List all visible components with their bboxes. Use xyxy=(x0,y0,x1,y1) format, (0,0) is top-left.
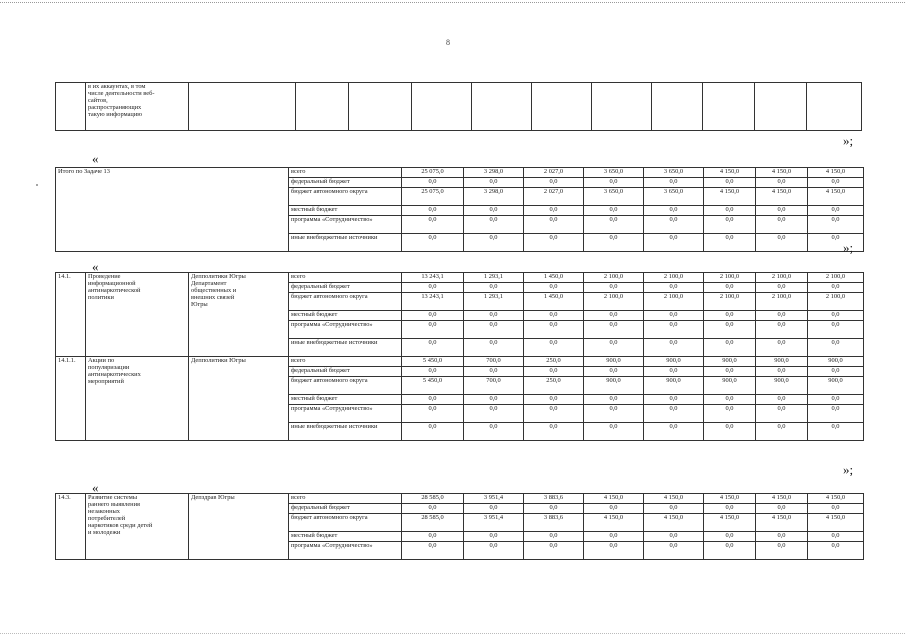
amount-cell: 4 150,0 xyxy=(808,494,864,504)
amount-cell: 0,0 xyxy=(524,283,584,293)
amount-cell: 2 100,0 xyxy=(756,273,808,283)
amount-cell: 4 150,0 xyxy=(808,514,864,532)
amount-cell: 0,0 xyxy=(808,178,864,188)
measure-name xyxy=(86,494,189,560)
amount-cell: 0,0 xyxy=(402,283,464,293)
text-line: Департамент xyxy=(191,280,227,287)
funding-source-label: программа «Сотрудничество» xyxy=(289,542,402,560)
amount-cell: 3 298,0 xyxy=(464,188,524,206)
amount-cell: 4 150,0 xyxy=(644,514,704,532)
amount-cell: 0,0 xyxy=(464,423,524,441)
table-row xyxy=(56,168,864,178)
amount-cell: 0,0 xyxy=(704,367,756,377)
amount-cell: 0,0 xyxy=(584,423,644,441)
amount-cell: 700,0 xyxy=(464,377,524,395)
amount-cell: 0,0 xyxy=(524,542,584,560)
amount-cell: 0,0 xyxy=(402,542,464,560)
amount-cell: 28 585,0 xyxy=(402,514,464,532)
amount-cell: 0,0 xyxy=(808,321,864,339)
amount-cell: 0,0 xyxy=(524,395,584,405)
amount-cell: 0,0 xyxy=(464,395,524,405)
executor: Депздрав Югры xyxy=(189,494,289,560)
amount-cell: 0,0 xyxy=(402,339,464,357)
open-quote: « xyxy=(92,480,99,495)
amount-cell: 0,0 xyxy=(402,532,464,542)
text-line: антинаркотической xyxy=(88,287,141,294)
close-quote: »; xyxy=(843,462,854,477)
amount-cell: 1 293,1 xyxy=(464,273,524,283)
amount-cell: 3 951,4 xyxy=(464,514,524,532)
text-line: общественных и xyxy=(191,287,237,294)
amount-cell: 0,0 xyxy=(584,178,644,188)
amount-cell: 0,0 xyxy=(402,216,464,234)
amount-cell: 0,0 xyxy=(524,234,584,252)
amount-cell: 0,0 xyxy=(644,206,704,216)
amount-cell: 2 027,0 xyxy=(524,188,584,206)
amount-cell: 0,0 xyxy=(644,178,704,188)
funding-source-label: программа «Сотрудничество» xyxy=(289,216,402,234)
amount-cell: 0,0 xyxy=(464,532,524,542)
amount-cell: 0,0 xyxy=(524,216,584,234)
text-line: в их аккаунтах, в том xyxy=(88,83,146,90)
amount-cell: 0,0 xyxy=(756,311,808,321)
amount-cell: 0,0 xyxy=(584,542,644,560)
amount-cell: 0,0 xyxy=(644,395,704,405)
amount-cell: 4 150,0 xyxy=(704,494,756,504)
amount-cell: 0,0 xyxy=(808,532,864,542)
open-quote: « xyxy=(92,151,99,166)
amount-cell: 0,0 xyxy=(756,504,808,514)
amount-cell: 0,0 xyxy=(756,216,808,234)
amount-cell: 3 650,0 xyxy=(644,188,704,206)
amount-cell: 0,0 xyxy=(756,395,808,405)
amount-cell: 250,0 xyxy=(524,357,584,367)
text-line: Акции по xyxy=(88,357,115,364)
funding-source-label: программа «Сотрудничество» xyxy=(289,405,402,423)
amount-cell: 0,0 xyxy=(644,234,704,252)
amount-cell: 0,0 xyxy=(756,532,808,542)
amount-cell: 0,0 xyxy=(402,311,464,321)
funding-source-label: местный бюджет xyxy=(289,395,402,405)
amount-cell: 0,0 xyxy=(584,405,644,423)
amount-cell: 0,0 xyxy=(704,542,756,560)
amount-cell: 0,0 xyxy=(584,234,644,252)
scan-edge-top xyxy=(0,2,905,3)
amount-cell: 0,0 xyxy=(464,234,524,252)
amount-cell: 0,0 xyxy=(464,504,524,514)
amount-cell: 2 100,0 xyxy=(704,273,756,283)
amount-cell: 0,0 xyxy=(584,206,644,216)
amount-cell: 0,0 xyxy=(464,405,524,423)
amount-cell: 900,0 xyxy=(644,377,704,395)
amount-cell: 2 100,0 xyxy=(644,273,704,283)
amount-cell: 0,0 xyxy=(756,206,808,216)
cell xyxy=(296,83,349,131)
amount-cell: 3 650,0 xyxy=(584,188,644,206)
amount-cell: 4 150,0 xyxy=(756,514,808,532)
amount-cell: 0,0 xyxy=(402,321,464,339)
funding-source-label: федеральный бюджет xyxy=(289,504,402,514)
amount-cell: 4 150,0 xyxy=(704,188,756,206)
cell xyxy=(189,83,296,131)
amount-cell: 0,0 xyxy=(644,283,704,293)
amount-cell: 0,0 xyxy=(464,321,524,339)
amount-cell: 5 450,0 xyxy=(402,377,464,395)
amount-cell: 0,0 xyxy=(808,339,864,357)
amount-cell: 0,0 xyxy=(584,532,644,542)
executor: Депполитики Югры xyxy=(189,357,289,441)
amount-cell: 0,0 xyxy=(464,367,524,377)
measure-14-3-table xyxy=(55,493,864,560)
amount-cell: 4 150,0 xyxy=(808,168,864,178)
amount-cell: 0,0 xyxy=(644,339,704,357)
amount-cell: 900,0 xyxy=(808,357,864,367)
text-line: потребителей xyxy=(88,515,126,522)
amount-cell: 2 100,0 xyxy=(584,273,644,283)
amount-cell: 0,0 xyxy=(464,283,524,293)
text-line: политики xyxy=(88,294,114,301)
close-quote: »; xyxy=(843,240,854,255)
amount-cell: 25 075,0 xyxy=(402,188,464,206)
amount-cell: 13 243,1 xyxy=(402,273,464,283)
amount-cell: 0,0 xyxy=(464,178,524,188)
amount-cell: 25 075,0 xyxy=(402,168,464,178)
amount-cell: 0,0 xyxy=(808,311,864,321)
amount-cell: 4 150,0 xyxy=(704,168,756,178)
amount-cell: 4 150,0 xyxy=(756,188,808,206)
funding-source-label: иные внебюджетные источники xyxy=(289,339,402,357)
amount-cell: 0,0 xyxy=(584,216,644,234)
amount-cell: 0,0 xyxy=(584,367,644,377)
funding-source-label: программа «Сотрудничество» xyxy=(289,321,402,339)
amount-cell: 0,0 xyxy=(808,395,864,405)
funding-source-label: всего xyxy=(289,273,402,283)
funding-source-label: бюджет автономного округа xyxy=(289,293,402,311)
amount-cell: 0,0 xyxy=(464,216,524,234)
amount-cell: 4 150,0 xyxy=(756,168,808,178)
amount-cell: 0,0 xyxy=(402,367,464,377)
amount-cell: 3 650,0 xyxy=(644,168,704,178)
amount-cell: 0,0 xyxy=(524,532,584,542)
amount-cell: 0,0 xyxy=(402,178,464,188)
amount-cell: 0,0 xyxy=(704,339,756,357)
funding-source-label: федеральный бюджет xyxy=(289,367,402,377)
amount-cell: 0,0 xyxy=(584,311,644,321)
amount-cell: 0,0 xyxy=(644,504,704,514)
amount-cell: 0,0 xyxy=(704,283,756,293)
amount-cell: 0,0 xyxy=(704,395,756,405)
amount-cell: 0,0 xyxy=(402,423,464,441)
amount-cell: 1 450,0 xyxy=(524,273,584,283)
amount-cell: 0,0 xyxy=(402,405,464,423)
funding-source-label: федеральный бюджет xyxy=(289,283,402,293)
amount-cell: 900,0 xyxy=(644,357,704,367)
amount-cell: 2 100,0 xyxy=(808,293,864,311)
amount-cell: 3 298,0 xyxy=(464,168,524,178)
fragment-table xyxy=(55,82,862,131)
amount-cell: 1 293,1 xyxy=(464,293,524,311)
cell xyxy=(56,83,86,131)
scan-speck xyxy=(36,184,38,186)
amount-cell: 0,0 xyxy=(644,311,704,321)
measure-name xyxy=(86,273,189,357)
funding-source-label: местный бюджет xyxy=(289,532,402,542)
amount-cell: 0,0 xyxy=(808,206,864,216)
funding-source-label: всего xyxy=(289,357,402,367)
amount-cell: 0,0 xyxy=(756,423,808,441)
funding-source-label: иные внебюджетные источники xyxy=(289,423,402,441)
amount-cell: 0,0 xyxy=(524,311,584,321)
text-line: такую информацию xyxy=(88,111,143,118)
amount-cell: 0,0 xyxy=(524,504,584,514)
amount-cell: 4 150,0 xyxy=(644,494,704,504)
cell xyxy=(807,83,862,131)
text-line: Депполитики Югры xyxy=(191,273,246,280)
task13-totals-table xyxy=(55,167,864,252)
amount-cell: 250,0 xyxy=(524,377,584,395)
amount-cell: 0,0 xyxy=(756,339,808,357)
text-line: числе деятельности веб- xyxy=(88,90,155,97)
funding-source-label: всего xyxy=(289,168,402,178)
amount-cell: 0,0 xyxy=(644,321,704,339)
amount-cell: 0,0 xyxy=(584,395,644,405)
text-line: раннего выявления xyxy=(88,501,140,508)
amount-cell: 0,0 xyxy=(402,206,464,216)
text-line: и молодежи xyxy=(88,529,121,536)
amount-cell: 900,0 xyxy=(756,377,808,395)
amount-cell: 0,0 xyxy=(524,321,584,339)
amount-cell: 0,0 xyxy=(524,178,584,188)
cell xyxy=(755,83,807,131)
amount-cell: 2 100,0 xyxy=(808,273,864,283)
amount-cell: 0,0 xyxy=(756,283,808,293)
close-quote: »; xyxy=(843,133,854,148)
amount-cell: 0,0 xyxy=(402,504,464,514)
open-quote: « xyxy=(92,259,99,274)
amount-cell: 1 450,0 xyxy=(524,293,584,311)
funding-source-label: федеральный бюджет xyxy=(289,178,402,188)
amount-cell: 0,0 xyxy=(808,542,864,560)
amount-cell: 0,0 xyxy=(808,234,864,252)
text-line: популяризации xyxy=(88,364,130,371)
text-line: Югры xyxy=(191,301,208,308)
amount-cell: 0,0 xyxy=(808,216,864,234)
funding-source-label: бюджет автономного округа xyxy=(289,188,402,206)
amount-cell: 0,0 xyxy=(464,206,524,216)
amount-cell: 4 150,0 xyxy=(808,188,864,206)
measure-14-1-table xyxy=(55,272,864,441)
amount-cell: 0,0 xyxy=(756,234,808,252)
text-line: антинаркотических xyxy=(88,371,141,378)
amount-cell: 0,0 xyxy=(644,367,704,377)
amount-cell: 0,0 xyxy=(756,321,808,339)
text-line: сайтов, xyxy=(88,97,108,104)
amount-cell: 0,0 xyxy=(704,405,756,423)
amount-cell: 900,0 xyxy=(756,357,808,367)
text-line: наркотиков среди детей xyxy=(88,522,153,529)
task-total-title: Итого по Задаче 13 xyxy=(56,168,289,252)
amount-cell: 0,0 xyxy=(704,234,756,252)
amount-cell: 2 027,0 xyxy=(524,168,584,178)
amount-cell: 0,0 xyxy=(464,542,524,560)
amount-cell: 0,0 xyxy=(808,283,864,293)
amount-cell: 0,0 xyxy=(704,206,756,216)
amount-cell: 3 883,6 xyxy=(524,514,584,532)
amount-cell: 0,0 xyxy=(704,311,756,321)
measure-number: 14.1. xyxy=(56,273,86,357)
table-row xyxy=(56,357,864,367)
text-line: распространяющих xyxy=(88,104,142,111)
amount-cell: 2 100,0 xyxy=(704,293,756,311)
scan-edge-bottom xyxy=(0,633,905,634)
amount-cell: 0,0 xyxy=(644,405,704,423)
amount-cell: 28 585,0 xyxy=(402,494,464,504)
measure-number: 14.3. xyxy=(56,494,86,560)
amount-cell: 0,0 xyxy=(524,423,584,441)
text-line: внешних связей xyxy=(191,294,235,301)
table-row xyxy=(56,273,864,283)
page-number: 8 xyxy=(446,38,450,47)
amount-cell: 5 450,0 xyxy=(402,357,464,367)
amount-cell: 0,0 xyxy=(756,178,808,188)
text-line: информационной xyxy=(88,280,136,287)
amount-cell: 0,0 xyxy=(644,423,704,441)
funding-source-label: бюджет автономного округа xyxy=(289,377,402,395)
amount-cell: 3 883,6 xyxy=(524,494,584,504)
amount-cell: 2 100,0 xyxy=(644,293,704,311)
amount-cell: 0,0 xyxy=(402,234,464,252)
text-line: Развитие системы xyxy=(88,494,138,501)
amount-cell: 4 150,0 xyxy=(584,514,644,532)
amount-cell: 0,0 xyxy=(704,532,756,542)
cell xyxy=(652,83,703,131)
funding-source-label: бюджет автономного округа xyxy=(289,514,402,532)
amount-cell: 0,0 xyxy=(584,339,644,357)
amount-cell: 0,0 xyxy=(704,216,756,234)
text-line: незаконных xyxy=(88,508,120,515)
text-line: мероприятий xyxy=(88,378,124,385)
amount-cell: 0,0 xyxy=(756,542,808,560)
cell xyxy=(532,83,592,131)
amount-cell: 13 243,1 xyxy=(402,293,464,311)
cell xyxy=(349,83,412,131)
amount-cell: 0,0 xyxy=(584,504,644,514)
cell xyxy=(412,83,472,131)
funding-source-label: всего xyxy=(289,494,402,504)
amount-cell: 900,0 xyxy=(704,377,756,395)
amount-cell: 0,0 xyxy=(524,405,584,423)
amount-cell: 0,0 xyxy=(464,339,524,357)
amount-cell: 0,0 xyxy=(524,367,584,377)
amount-cell: 700,0 xyxy=(464,357,524,367)
amount-cell: 0,0 xyxy=(808,367,864,377)
amount-cell: 0,0 xyxy=(808,405,864,423)
amount-cell: 4 150,0 xyxy=(756,494,808,504)
table-row xyxy=(56,494,864,504)
amount-cell: 0,0 xyxy=(756,367,808,377)
amount-cell: 3 650,0 xyxy=(584,168,644,178)
amount-cell: 900,0 xyxy=(704,357,756,367)
cell xyxy=(703,83,755,131)
amount-cell: 0,0 xyxy=(704,178,756,188)
amount-cell: 0,0 xyxy=(704,423,756,441)
funding-source-label: иные внебюджетные источники xyxy=(289,234,402,252)
amount-cell: 0,0 xyxy=(808,504,864,514)
task-text xyxy=(86,83,189,131)
amount-cell: 4 150,0 xyxy=(704,514,756,532)
amount-cell: 900,0 xyxy=(808,377,864,395)
amount-cell: 900,0 xyxy=(584,377,644,395)
funding-source-label: местный бюджет xyxy=(289,206,402,216)
measure-name xyxy=(86,357,189,441)
amount-cell: 0,0 xyxy=(704,321,756,339)
cell xyxy=(592,83,652,131)
amount-cell: 0,0 xyxy=(584,321,644,339)
amount-cell: 0,0 xyxy=(644,216,704,234)
amount-cell: 2 100,0 xyxy=(756,293,808,311)
amount-cell: 0,0 xyxy=(524,339,584,357)
amount-cell: 2 100,0 xyxy=(584,293,644,311)
amount-cell: 0,0 xyxy=(644,542,704,560)
amount-cell: 0,0 xyxy=(756,405,808,423)
amount-cell: 0,0 xyxy=(644,532,704,542)
executor xyxy=(189,273,289,357)
funding-source-label: местный бюджет xyxy=(289,311,402,321)
amount-cell: 3 951,4 xyxy=(464,494,524,504)
amount-cell: 0,0 xyxy=(402,395,464,405)
amount-cell: 0,0 xyxy=(808,423,864,441)
amount-cell: 0,0 xyxy=(704,504,756,514)
text-line: Проведение xyxy=(88,273,121,280)
amount-cell: 0,0 xyxy=(584,283,644,293)
measure-number: 14.1.1. xyxy=(56,357,86,441)
cell xyxy=(472,83,532,131)
amount-cell: 0,0 xyxy=(464,311,524,321)
amount-cell: 900,0 xyxy=(584,357,644,367)
amount-cell: 4 150,0 xyxy=(584,494,644,504)
amount-cell: 0,0 xyxy=(524,206,584,216)
